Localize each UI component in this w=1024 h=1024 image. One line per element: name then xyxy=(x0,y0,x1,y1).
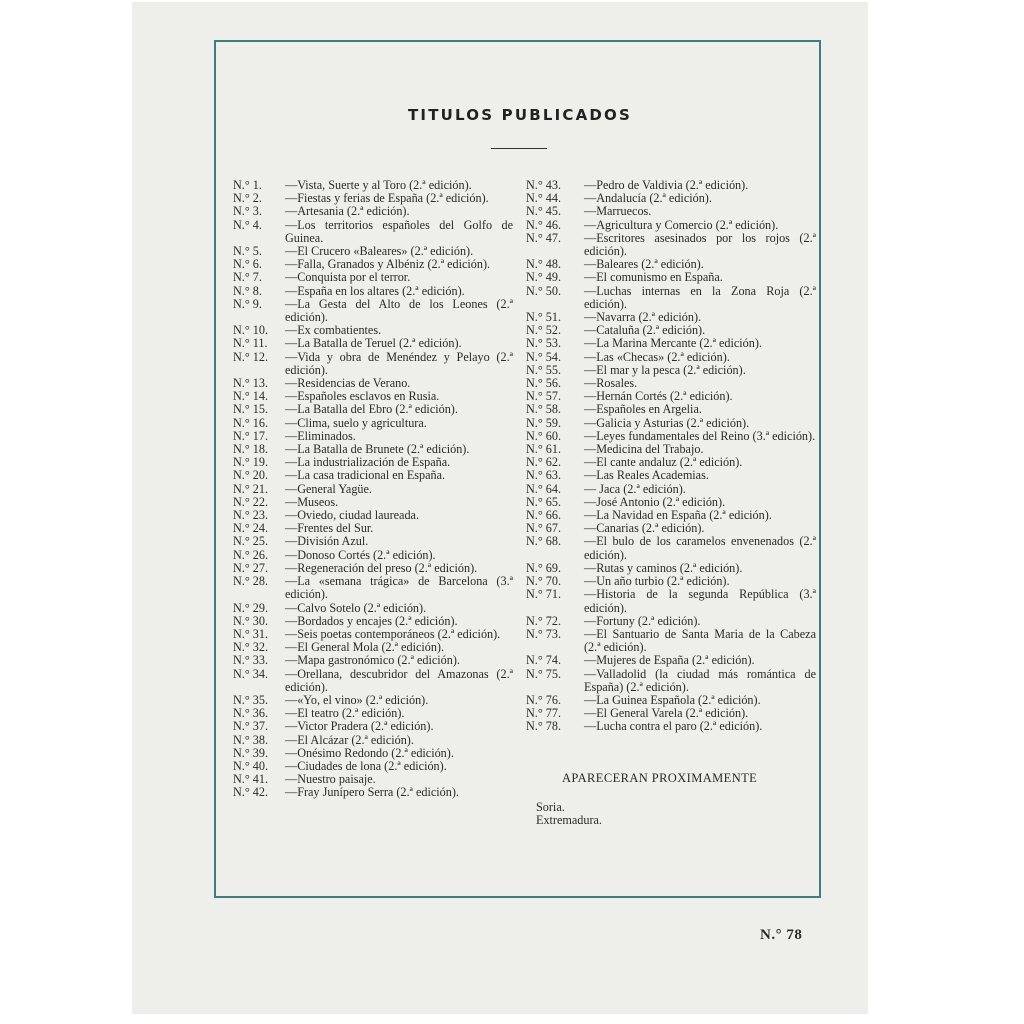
item-title: —Cataluña (2.ª edición). xyxy=(584,323,706,338)
item-title: —Fray Junípero Serra (2.ª edición). xyxy=(285,785,459,800)
item-number: N.° 28. xyxy=(233,574,269,589)
list-item xyxy=(233,535,513,548)
item-number: N.° 65. xyxy=(526,494,562,509)
list-item xyxy=(526,615,816,628)
item-number: N.° 8. xyxy=(233,283,262,298)
page-title: TITULOS PUBLICADOS xyxy=(408,106,632,124)
item-title: —División Azul. xyxy=(285,534,369,549)
item-title: —José Antonio (2.ª edición). xyxy=(584,494,726,509)
item-number: N.° 7. xyxy=(233,270,262,285)
list-item xyxy=(233,615,513,628)
item-number: N.° 6. xyxy=(233,257,262,272)
list-item xyxy=(526,417,816,430)
item-number: N.° 14. xyxy=(233,389,269,404)
list-item xyxy=(526,364,816,377)
item-number: N.° 12. xyxy=(233,349,269,364)
item-title: —El bulo de los caramelos envenenados (2.ª edición). xyxy=(584,534,816,562)
item-title: —Conquista por el terror. xyxy=(285,270,411,285)
item-number: N.° 68. xyxy=(526,534,562,549)
list-item xyxy=(526,588,816,614)
item-number: N.° 57. xyxy=(526,389,562,404)
item-number: N.° 70. xyxy=(526,574,562,589)
item-title: —Fiestas y ferias de España (2.ª edición). xyxy=(285,191,489,206)
item-title: —Orellana, descubridor del Amazonas (2.ª edición). xyxy=(285,666,513,694)
list-item xyxy=(526,271,816,284)
item-title: —El cante andaluz (2.ª edición). xyxy=(584,455,743,470)
list-item xyxy=(233,786,513,799)
list-item xyxy=(233,549,513,562)
list-item xyxy=(233,351,513,377)
item-title: —Marruecos. xyxy=(584,204,652,219)
item-number: N.° 27. xyxy=(233,560,269,575)
item-number: N.° 35. xyxy=(233,692,269,707)
item-title: —Un año turbio (2.ª edición). xyxy=(584,574,730,589)
item-title: —Andalucía (2.ª edición). xyxy=(584,191,712,206)
item-number: N.° 32. xyxy=(233,640,269,655)
item-number: N.° 30. xyxy=(233,613,269,628)
item-title: —Rosales. xyxy=(584,376,638,391)
item-title: —Pedro de Valdivia (2.ª edición). xyxy=(584,178,749,192)
item-number: N.° 36. xyxy=(233,706,269,721)
item-number: N.° 47. xyxy=(526,230,562,245)
list-item xyxy=(526,654,816,667)
item-title: —Mapa gastronómico (2.ª edición). xyxy=(285,653,460,668)
item-number: N.° 64. xyxy=(526,481,562,496)
item-title: —Frentes del Sur. xyxy=(285,521,374,536)
item-number: N.° 24. xyxy=(233,521,269,536)
item-number: N.° 72. xyxy=(526,613,562,628)
item-number: N.° 49. xyxy=(526,270,562,285)
upcoming-heading: APARECERAN PROXIMAMENTE xyxy=(562,771,758,785)
item-number: N.° 13. xyxy=(233,376,269,391)
upcoming-item: Soria. xyxy=(536,800,565,814)
item-number: N.° 59. xyxy=(526,415,562,430)
item-number: N.° 2. xyxy=(233,191,262,206)
item-title: —Luchas internas en la Zona Roja (2.ª edición). xyxy=(584,283,816,311)
list-item xyxy=(526,351,816,364)
item-number: N.° 77. xyxy=(526,706,562,721)
item-number: N.° 63. xyxy=(526,468,562,483)
list-item xyxy=(233,417,513,430)
item-number: N.° 34. xyxy=(233,666,269,681)
item-number: N.° 71. xyxy=(526,587,562,602)
item-number: N.° 39. xyxy=(233,745,269,760)
item-number: N.° 4. xyxy=(233,217,262,232)
list-item xyxy=(233,298,513,324)
item-title: —El General Mola (2.ª edición). xyxy=(285,640,445,655)
item-number: N.° 37. xyxy=(233,719,269,734)
item-title: — Jaca (2.ª edición). xyxy=(584,481,686,496)
item-number: N.° 76. xyxy=(526,692,562,707)
item-title: —Ex combatientes. xyxy=(285,323,382,338)
item-number: N.° 67. xyxy=(526,521,562,536)
item-number: N.° 40. xyxy=(233,758,269,773)
item-title: —Regeneración del preso (2.ª edición). xyxy=(285,560,478,575)
list-item xyxy=(526,219,816,232)
item-number: N.° 9. xyxy=(233,296,262,311)
list-item xyxy=(526,483,816,496)
item-title: —Onésimo Redondo (2.ª edición). xyxy=(285,745,454,760)
item-number: N.° 38. xyxy=(233,732,269,747)
list-item xyxy=(526,403,816,416)
item-title: —Los territorios españoles del Golfo de Guinea. xyxy=(285,217,513,245)
upcoming-list xyxy=(536,801,602,828)
item-number: N.° 69. xyxy=(526,560,562,575)
item-title: —Rutas y caminos (2.ª edición). xyxy=(584,560,743,575)
item-title: —La casa tradicional en España. xyxy=(285,468,446,483)
item-title: —Mujeres de España (2.ª edición). xyxy=(584,653,755,668)
list-item xyxy=(233,509,513,522)
item-title: —Galicia y Asturias (2.ª edición). xyxy=(584,415,750,430)
item-title: —El mar y la pesca (2.ª edición). xyxy=(584,362,746,377)
item-title: —Nuestro paisaje. xyxy=(285,772,376,787)
item-title: —Lucha contra el paro (2.ª edición). xyxy=(584,719,763,734)
item-title: —Valladolid (la ciudad más romántica de España) (2.ª edición). xyxy=(584,666,816,694)
item-number: N.° 21. xyxy=(233,481,269,496)
item-title: —El Santuario de Santa Maria de la Cabeza (2.ª edición). xyxy=(584,626,816,655)
list-item xyxy=(526,628,816,654)
item-title: —Falla, Granados y Albéniz (2.ª edición). xyxy=(285,257,491,272)
item-title: —Españoles esclavos en Rusia. xyxy=(285,389,440,404)
list-item xyxy=(233,469,513,482)
list-item xyxy=(233,602,513,615)
item-title: —La «semana trágica» de Barcelona (3.ª edición). xyxy=(285,574,513,602)
list-item xyxy=(526,192,816,205)
list-item xyxy=(526,337,816,350)
item-number: N.° 62. xyxy=(526,455,562,470)
item-number: N.° 33. xyxy=(233,653,269,668)
item-title: —Museos. xyxy=(285,494,339,509)
item-number: N.° 46. xyxy=(526,217,562,232)
item-title: —Canarias (2.ª edición). xyxy=(584,521,705,536)
item-title: —El comunismo en España. xyxy=(584,270,723,285)
list-item xyxy=(233,747,513,760)
item-title: —Historia de la segunda República (3.ª edición). xyxy=(584,587,816,615)
item-number: N.° 43. xyxy=(526,178,562,192)
list-item xyxy=(233,205,513,218)
item-number: N.° 56. xyxy=(526,376,562,391)
item-number: N.° 25. xyxy=(233,534,269,549)
list-item xyxy=(526,469,816,482)
item-title: —Clima, suelo y agricultura. xyxy=(285,415,427,430)
item-number: N.° 78. xyxy=(526,719,562,734)
item-title: —Victor Pradera (2.ª edición). xyxy=(285,719,434,734)
item-title: —Residencias de Verano. xyxy=(285,376,411,391)
item-title: —Españoles en Argelia. xyxy=(584,402,702,417)
item-number: N.° 66. xyxy=(526,508,562,523)
item-title: —Navarra (2.ª edición). xyxy=(584,310,702,325)
item-title: —La Batalla de Brunete (2.ª edición). xyxy=(285,442,470,457)
issue-number: N.° 78 xyxy=(760,927,803,943)
item-title: —La Gesta del Alto de los Leones (2.ª edición). xyxy=(285,296,513,325)
item-title: —Medicina del Trabajo. xyxy=(584,442,704,457)
item-title: —Donoso Cortés (2.ª edición). xyxy=(285,547,436,562)
item-title: —La Marina Mercante (2.ª edición). xyxy=(584,336,762,351)
item-number: N.° 48. xyxy=(526,257,562,272)
item-number: N.° 16. xyxy=(233,415,269,430)
item-title: —Ciudades de lona (2.ª edición). xyxy=(285,758,447,773)
item-number: N.° 23. xyxy=(233,508,269,523)
list-item xyxy=(526,535,816,561)
item-title: —Escritores asesinados por los rojos (2.ª edición). xyxy=(584,230,816,259)
item-title: —Agricultura y Comercio (2.ª edición). xyxy=(584,217,779,232)
item-number: N.° 20. xyxy=(233,468,269,483)
item-title: —El General Varela (2.ª edición). xyxy=(584,706,749,721)
item-title: —La Batalla de Teruel (2.ª edición). xyxy=(285,336,462,351)
item-title: —Leyes fundamentales del Reino (3.ª edición). xyxy=(584,428,816,443)
item-number: N.° 3. xyxy=(233,204,262,219)
list-item xyxy=(526,232,816,258)
list-item xyxy=(233,285,513,298)
item-number: N.° 45. xyxy=(526,204,562,219)
list-item xyxy=(233,654,513,667)
item-number: N.° 10. xyxy=(233,323,269,338)
item-title: —Vida y obra de Menéndez y Pelayo (2.ª edición). xyxy=(285,349,513,377)
item-number: N.° 55. xyxy=(526,362,562,377)
list-item xyxy=(526,285,816,311)
item-title: —El Alcázar (2.ª edición). xyxy=(285,732,414,747)
item-number: N.° 53. xyxy=(526,336,562,351)
list-item xyxy=(233,734,513,747)
item-title: —General Yagüe. xyxy=(285,481,372,496)
item-number: N.° 29. xyxy=(233,600,269,615)
item-title: —Bordados y encajes (2.ª edición). xyxy=(285,613,458,628)
item-title: —El teatro (2.ª edición). xyxy=(285,706,405,721)
item-title: —Las Reales Academias. xyxy=(584,468,709,483)
item-number: N.° 11. xyxy=(233,336,268,351)
item-title: —Las «Checas» (2.ª edición). xyxy=(584,349,730,364)
item-title: —Fortuny (2.ª edición). xyxy=(584,613,701,628)
item-number: N.° 52. xyxy=(526,323,562,338)
item-number: N.° 31. xyxy=(233,626,269,641)
item-number: N.° 5. xyxy=(233,244,262,259)
item-title: —Baleares (2.ª edición). xyxy=(584,257,704,272)
item-title: —El Crucero «Baleares» (2.ª edición). xyxy=(285,244,474,259)
item-title: —La Navidad en España (2.ª edición). xyxy=(584,508,772,523)
item-number: N.° 51. xyxy=(526,310,562,325)
item-number: N.° 74. xyxy=(526,653,562,668)
titles-list-left xyxy=(233,179,513,800)
item-number: N.° 50. xyxy=(526,283,562,298)
item-number: N.° 22. xyxy=(233,494,269,509)
item-title: —La Guinea Española (2.ª edición). xyxy=(584,692,761,707)
item-number: N.° 18. xyxy=(233,442,269,457)
item-number: N.° 54. xyxy=(526,349,562,364)
item-title: —«Yo, el vino» (2.ª edición). xyxy=(285,692,429,707)
item-title: —Oviedo, ciudad laureada. xyxy=(285,508,420,523)
item-number: N.° 26. xyxy=(233,547,269,562)
item-number: N.° 41. xyxy=(233,772,269,787)
item-title: —Artesania (2.ª edición). xyxy=(285,204,410,219)
item-number: N.° 60. xyxy=(526,428,562,443)
item-title: —Seis poetas contemporáneos (2.ª edición). xyxy=(285,626,501,641)
item-title: —Calvo Sotelo (2.ª edición). xyxy=(285,600,427,615)
item-title: —La industrialización de España. xyxy=(285,455,451,470)
upcoming-item: Extremadura. xyxy=(536,813,602,828)
titles-list-right xyxy=(526,179,816,734)
list-item xyxy=(526,205,816,218)
item-number: N.° 1. xyxy=(233,178,262,192)
item-number: N.° 17. xyxy=(233,428,269,443)
item-number: N.° 19. xyxy=(233,455,269,470)
item-number: N.° 44. xyxy=(526,191,562,206)
item-number: N.° 75. xyxy=(526,666,562,681)
list-item xyxy=(233,219,513,245)
list-item xyxy=(526,720,816,733)
list-item xyxy=(233,337,513,350)
item-number: N.° 58. xyxy=(526,402,562,417)
item-title: —Vista, Suerte y al Toro (2.ª edición). xyxy=(285,178,472,192)
item-title: —La Batalla del Ebro (2.ª edición). xyxy=(285,402,458,417)
list-item xyxy=(233,271,513,284)
item-number: N.° 15. xyxy=(233,402,269,417)
list-item xyxy=(233,483,513,496)
list-item xyxy=(233,403,513,416)
item-title: —Hernán Cortés (2.ª edición). xyxy=(584,389,733,404)
title-underline xyxy=(491,148,547,149)
item-number: N.° 73. xyxy=(526,626,562,641)
item-number: N.° 61. xyxy=(526,442,562,457)
item-number: N.° 42. xyxy=(233,785,269,800)
list-item xyxy=(233,575,513,601)
list-item xyxy=(526,668,816,694)
item-title: —España en los altares (2.ª edición). xyxy=(285,283,465,298)
list-item xyxy=(233,668,513,694)
list-item xyxy=(233,522,513,535)
item-title: —Eliminados. xyxy=(285,428,356,443)
list-item xyxy=(233,720,513,733)
